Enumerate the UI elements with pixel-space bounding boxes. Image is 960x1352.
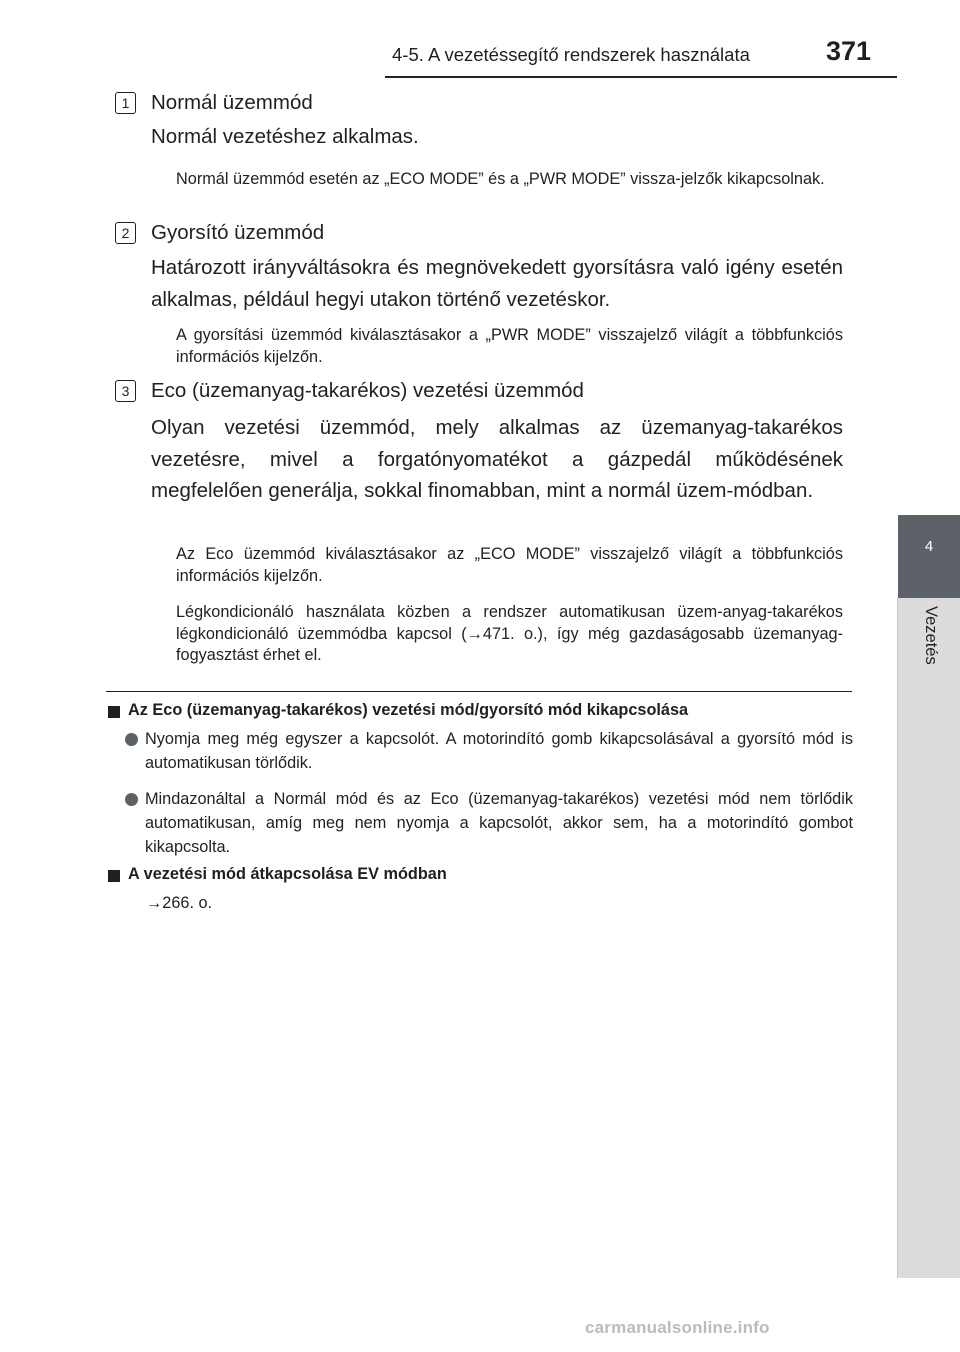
bullet-1: Nyomja meg még egyszer a kapcsolót. A motorindító gomb kikapcsolásával a gyorsító mód is automatikusan törlődik.	[145, 730, 853, 772]
section-title-1: Az Eco (üzemanyag-takarékos) vezetési mód/gyorsító mód kikapcsolása	[128, 701, 689, 719]
mode-title-1: Normál üzemmód	[151, 91, 313, 114]
mode-title-2: Gyorsító üzemmód	[151, 221, 325, 244]
header-rule	[385, 76, 897, 78]
mode-number-1: 1	[115, 92, 136, 114]
chapter-label: Vezetés	[922, 606, 940, 665]
bullet-2: Mindazonáltal a Normál mód és az Eco (üzemanyag-takarékos) vezetési mód nem törlődik automatikusan, amíg meg nem nyomja a kapcsolót, akkor sem, ha a motorindító gombot kikapcsolta.	[145, 790, 853, 856]
section-divider	[106, 691, 852, 692]
mode-body-2: Határozott irányváltásokra és megnövekedett gyorsításra való igény esetén alkalmas, például hegyi utakon történő vezetéskor.	[151, 256, 843, 311]
bullet-icon	[125, 793, 138, 806]
mode-body-3: Olyan vezetési üzemmód, mely alkalmas az üzemanyag-takarékos vezetésre, mivel a forgatónyomatékot a gázpedál működésének megfelelően generálja, sokkal finomabban, mint a normál üzem-módban.	[151, 416, 843, 502]
bullet-icon	[125, 733, 138, 746]
mode-note-3a: Az Eco üzemmód kiválasztásakor az „ECO MODE” visszajelző világít a többfunkciós információs kijelzőn.	[176, 545, 843, 585]
page-reference: →266. o.	[146, 894, 213, 912]
mode-title-3: Eco (üzemanyag-takarékos) vezetési üzemmód	[151, 379, 584, 402]
header-title: 4-5. A vezetéssegítő rendszerek használata	[392, 44, 750, 65]
footer-watermark: carmanualsonline.info	[585, 1318, 770, 1337]
mode-note-2: A gyorsítási üzemmód kiválasztásakor a „PWR MODE” visszajelző világít a többfunkciós információs kijelzőn.	[176, 326, 843, 366]
mode-body-1: Normál vezetéshez alkalmas.	[151, 125, 419, 148]
page-number: 371	[826, 36, 872, 66]
chapter-tab-side	[897, 598, 960, 1278]
mode-note-1: Normál üzemmód esetén az „ECO MODE” és a „PWR MODE” vissza-jelzők kikapcsolnak.	[176, 170, 825, 188]
mode-note-3b: Légkondicionáló használata közben a rendszer automatikusan üzem-anyag-takarékos légkondicionáló üzemmódba kapcsol (→471. o.), így még gazdaságosabb üzemanyag-fogyasztást érhet el.	[176, 603, 843, 664]
mode-number-3: 3	[115, 380, 136, 402]
section-title-2: A vezetési mód átkapcsolása EV módban	[128, 865, 447, 883]
section-marker-icon	[108, 870, 120, 882]
mode-number-2: 2	[115, 222, 136, 244]
chapter-tab: 4	[898, 515, 960, 598]
section-marker-icon	[108, 706, 120, 718]
